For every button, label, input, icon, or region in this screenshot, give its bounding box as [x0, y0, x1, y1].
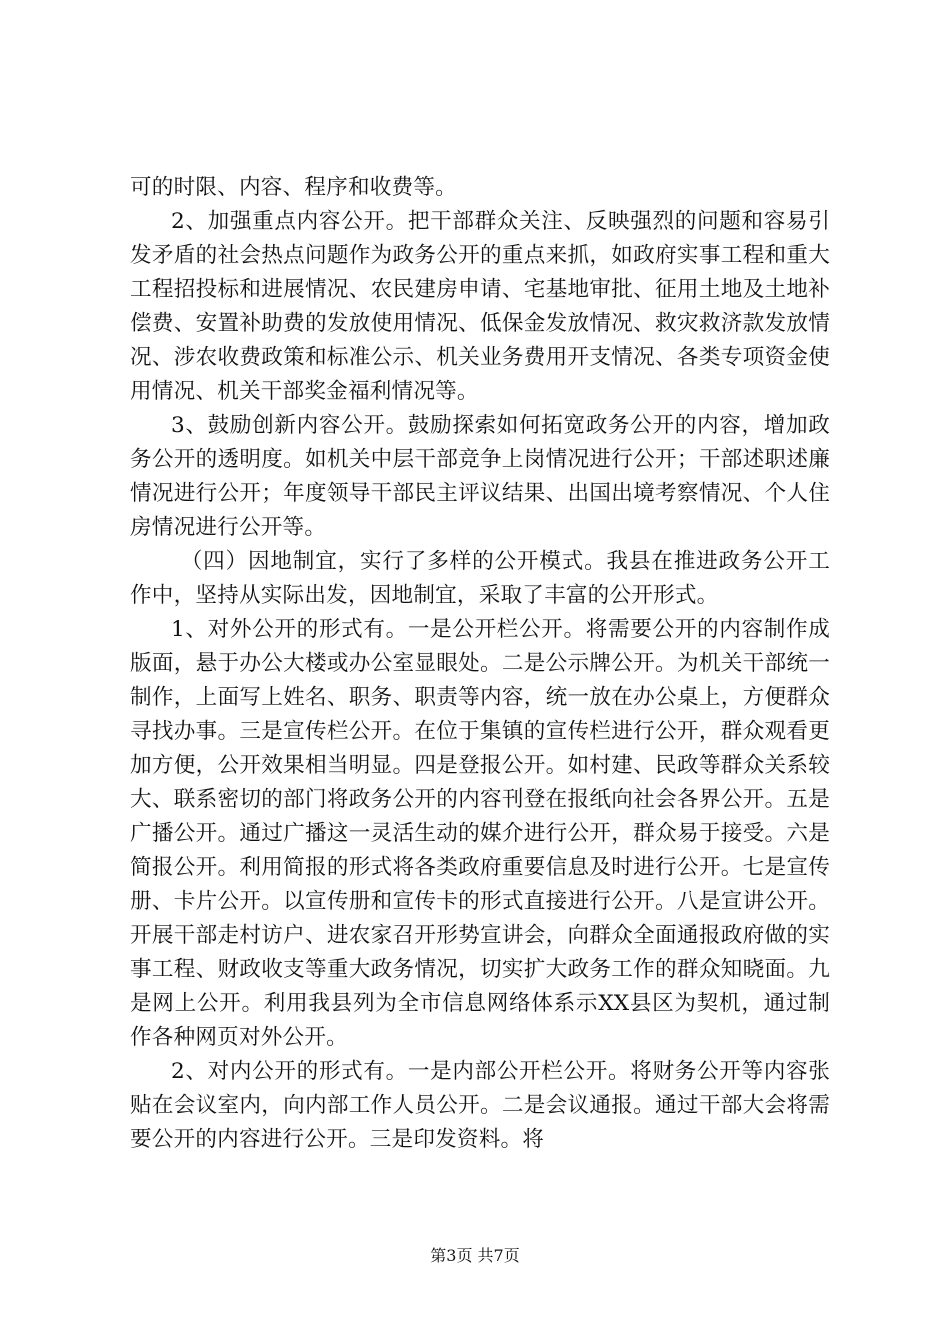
- page-footer: 第3页 共7页: [430, 1246, 520, 1265]
- paragraph-section-four: （四）因地制宜，实行了多样的公开模式。我县在推进政务公开工作中，坚持从实际出发，因地制宜，采取了丰富的公开形式。: [130, 549, 830, 608]
- paragraph-external-disclosure-forms: 1、对外公开的形式有。一是公开栏公开。将需要公开的内容制作成版面，悬于办公大楼或办公室显眼处。二是公示牌公开。为机关干部统一制作，上面写上姓名、职务、职责等内容，统一放在办公桌上，方便群众寻找办事。三是宣传栏公开。在位于集镇的宣传栏进行公开，群众观看更加方便，公开效果相当明显。四是登报公开。如村建、民政等群众关系较大、联系密切的部门将政务公开的内容刊登在报纸向社会各界公开。五是广播公开。通过广播这一灵活生动的媒介进行公开，群众易于接受。六是简报公开。利用简报的形式将各类政府重要信息及时进行公开。七是宣传册、卡片公开。以宣传册和宣传卡的形式直接进行公开。八是宣讲公开。开展干部走村访户、进农家召开形势宣讲会，向群众全面通报政府做的实事工程、财政收支等重大政务情况，切实扩大政务工作的群众知晓面。九是网上公开。利用我县列为全市信息网络体系示XX县区为契机，通过制作各种网页对外公开。: [130, 617, 830, 1050]
- paragraph-internal-disclosure-forms: 2、对内公开的形式有。一是内部公开栏公开。将财务公开等内容张贴在会议室内，向内部工作人员公开。二是会议通报。通过干部大会将需要公开的内容进行公开。三是印发资料。将: [130, 1059, 830, 1152]
- paragraph-continuation: 可的时限、内容、程序和收费等。: [130, 175, 457, 200]
- paragraph-key-content-disclosure: 2、加强重点内容公开。把干部群众关注、反映强烈的问题和容易引发矛盾的社会热点问题作为政务公开的重点来抓，如政府实事工程和重大工程招投标和进展情况、农民建房申请、宅基地审批、征用土地及土地补偿费、安置补助费的发放使用情况、低保金发放情况、救灾救济款发放情况、涉农收费政策和标准公示、机关业务费用开支情况、各类专项资金使用情况、机关干部奖金福利情况等。: [130, 209, 830, 404]
- document-body: [130, 171, 830, 1157]
- paragraph-innovative-content-disclosure: 3、鼓励创新内容公开。鼓励探索如何拓宽政务公开的内容，增加政务公开的透明度。如机关中层干部竞争上岗情况进行公开；干部述职述廉情况进行公开；年度领导干部民主评议结果、出国出境考察情况、个人住房情况进行公开等。: [130, 413, 830, 540]
